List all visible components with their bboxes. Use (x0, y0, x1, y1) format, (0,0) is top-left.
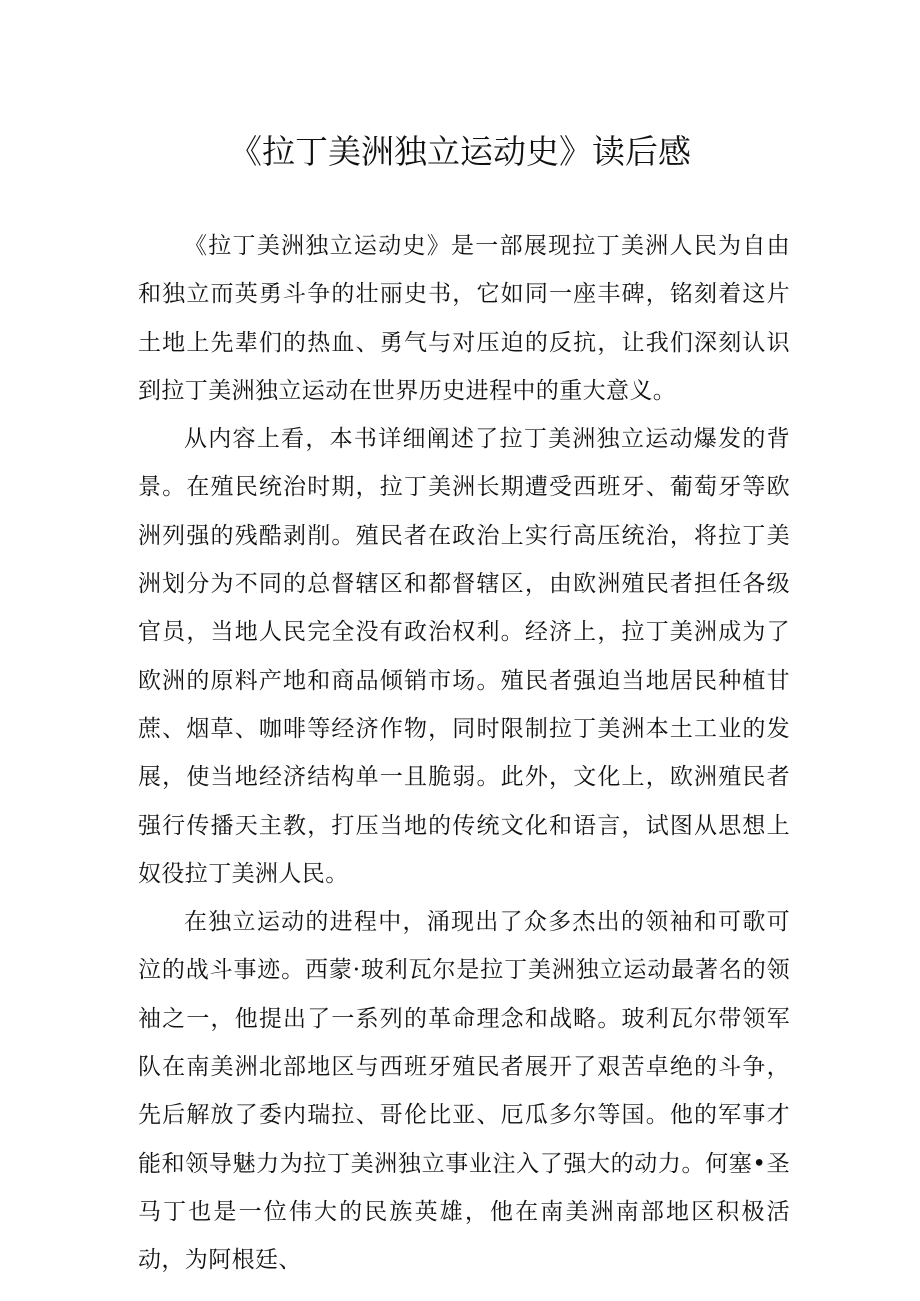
paragraph-1: 《拉丁美洲独立运动史》是一部展现拉丁美洲人民为自由和独立而英勇斗争的壮丽史书，它如同一座丰碑，铭刻着这片土地上先辈们的热血、勇气与对压迫的反抗，让我们深刻认识到拉丁美洲独立运动在世界历史进程中的重大意义。 (138, 233, 790, 404)
paragraph-2: 从内容上看，本书详细阐述了拉丁美洲独立运动爆发的背景。在殖民统治时期，拉丁美洲长期遭受西班牙、葡萄牙等欧洲列强的残酷剥削。殖民者在政治上实行高压统治，将拉丁美洲划分为不同的总督辖区和都督辖区，由欧洲殖民者担任各级官员，当地人民完全没有政治权利。经济上，拉丁美洲成为了欧洲的原料产地和商品倾销市场。殖民者强迫当地居民种植甘蔗、烟草、咖啡等经济作物，同时限制拉丁美洲本土工业的发展，使当地经济结构单一且脆弱。此外，文化上，欧洲殖民者强行传播天主教，打压当地的传统文化和语言，试图从思想上奴役拉丁美洲人民。 (138, 426, 790, 887)
document-title: 《拉丁美洲独立运动史》读后感 (229, 132, 691, 171)
document-body (138, 222, 790, 1285)
paragraph-3: 在独立运动的进程中，涌现出了众多杰出的领袖和可歌可泣的战斗事迹。西蒙·玻利瓦尔是拉丁美洲独立运动最著名的领袖之一，他提出了一系列的革命理念和战略。玻利瓦尔带领军队在南美洲北部地区与西班牙殖民者展开了艰苦卓绝的斗争，先后解放了委内瑞拉、哥伦比亚、厄瓜多尔等国。他的军事才能和领导魅力为拉丁美洲独立事业注入了强大的动力。何塞•圣马丁也是一位伟大的民族英雄，他在南美洲南部地区积极活动，为阿根廷、 (138, 909, 790, 1274)
